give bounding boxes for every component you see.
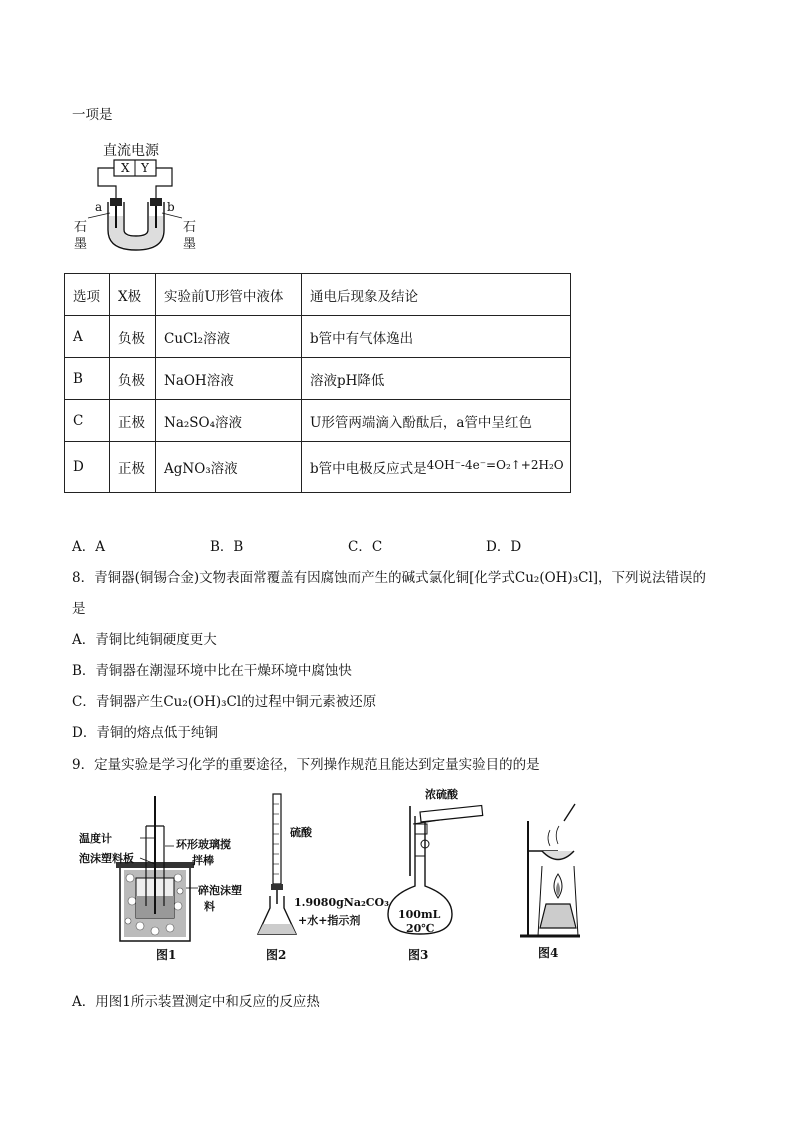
question-7-stem-tail: 一项是 — [72, 107, 113, 123]
table-header-cell: 通电后现象及结论 — [302, 274, 571, 316]
right-graphite-label-1: 石 — [183, 220, 197, 235]
table-cell: D — [65, 442, 110, 493]
concentrated-acid-label: 浓硫酸 — [425, 788, 458, 801]
table-header-cell: X极 — [110, 274, 156, 316]
table-header-cell: 选项 — [65, 274, 110, 316]
left-graphite-label-2: 墨 — [74, 237, 88, 252]
flask-content-label-2: +水+指示剂 — [298, 914, 361, 927]
flask-temp-label: 20℃ — [406, 922, 435, 935]
question-8-option-b[interactable]: B．青铜器在潮湿环境中比在干燥环境中腐蚀快 — [72, 663, 352, 679]
right-graphite-label-2: 墨 — [183, 237, 197, 252]
table-cell: 正极 — [110, 442, 156, 493]
table-cell: 正极 — [110, 400, 156, 442]
table-header-cell: 实验前U形管中液体 — [156, 274, 302, 316]
table-cell: b管中有气体逸出 — [302, 316, 571, 358]
question-9-stem: 9．定量实验是学习化学的重要途径，下列操作规范且能达到定量实验目的的是 — [72, 757, 540, 773]
foam-board-label: 泡沫塑料板 — [79, 852, 134, 865]
options-table — [64, 273, 571, 493]
table-cell: A — [65, 316, 110, 358]
equation-prefix: b管中电极反应式是 — [310, 461, 427, 477]
table-cell: CuCl₂溶液 — [156, 316, 302, 358]
flask-volume-label: 100mL — [398, 908, 441, 921]
electrode-a-label: a — [95, 200, 103, 214]
choice-b[interactable]: B．B — [210, 539, 244, 555]
figure-1-caption: 图1 — [156, 948, 177, 962]
choice-c[interactable]: C．C — [348, 539, 383, 555]
table-row — [65, 316, 571, 358]
question-8-option-c[interactable]: C．青铜器产生Cu₂(OH)₃Cl的过程中铜元素被还原 — [72, 694, 377, 710]
foam-bits-label-1: 碎泡沫塑 — [198, 884, 242, 897]
table-cell-equation — [302, 442, 571, 493]
question-7-choices — [72, 535, 624, 555]
question-8-option-a[interactable]: A．青铜比纯铜硬度更大 — [72, 632, 217, 648]
question-9-option-a[interactable]: A．用图1所示装置测定中和反应的反应热 — [72, 994, 320, 1010]
sulfuric-acid-label: 硫酸 — [290, 826, 312, 839]
table-row — [65, 442, 571, 493]
table-cell: NaOH溶液 — [156, 358, 302, 400]
y-terminal-label: Y — [141, 161, 149, 175]
table-header-row — [65, 274, 571, 316]
question-8-stem-line-2: 是 — [72, 601, 86, 617]
table-row — [65, 400, 571, 442]
question-8-stem-line-1: 8．青铜器(铜锡合金)文物表面常覆盖有因腐蚀而产生的碱式氯化铜[化学式Cu₂(OH)₃Cl]，下列说法错误的 — [72, 570, 707, 586]
experiment-figures — [80, 786, 640, 966]
question-8-option-d[interactable]: D．青铜的熔点低于纯铜 — [72, 725, 218, 741]
figure-3-caption: 图3 — [408, 948, 429, 962]
electrode-b-label: b — [167, 200, 175, 214]
table-cell: 溶液pH降低 — [302, 358, 571, 400]
table-row — [65, 358, 571, 400]
electrode-equation: 4OH⁻-4e⁻=O₂↑+2H₂O — [426, 458, 564, 472]
stirrer-label-1: 环形玻璃搅 — [176, 838, 231, 851]
table-cell: 负极 — [110, 358, 156, 400]
table-cell: C — [65, 400, 110, 442]
figure-2-caption: 图2 — [266, 948, 287, 962]
choice-a[interactable]: A．A — [72, 539, 105, 555]
x-terminal-label: X — [121, 161, 130, 175]
flask-content-label-1: 1.9080gNa₂CO₃ — [294, 896, 389, 909]
choice-d[interactable]: D．D — [486, 539, 522, 555]
table-cell: 负极 — [110, 316, 156, 358]
foam-bits-label-2: 料 — [204, 900, 215, 913]
power-source-label: 直流电源 — [103, 143, 159, 159]
table-cell: AgNO₃溶液 — [156, 442, 302, 493]
table-cell: Na₂SO₄溶液 — [156, 400, 302, 442]
electrolysis-diagram — [70, 138, 210, 253]
table-cell: B — [65, 358, 110, 400]
figure-4-caption: 图4 — [538, 946, 559, 960]
left-graphite-label-1: 石 — [74, 220, 88, 235]
stirrer-label-2: 拌棒 — [192, 854, 214, 867]
thermometer-label: 温度计 — [79, 832, 112, 845]
experiment-figures-svg — [80, 786, 640, 966]
table-cell: U形管两端滴入酚酞后，a管中呈红色 — [302, 400, 571, 442]
